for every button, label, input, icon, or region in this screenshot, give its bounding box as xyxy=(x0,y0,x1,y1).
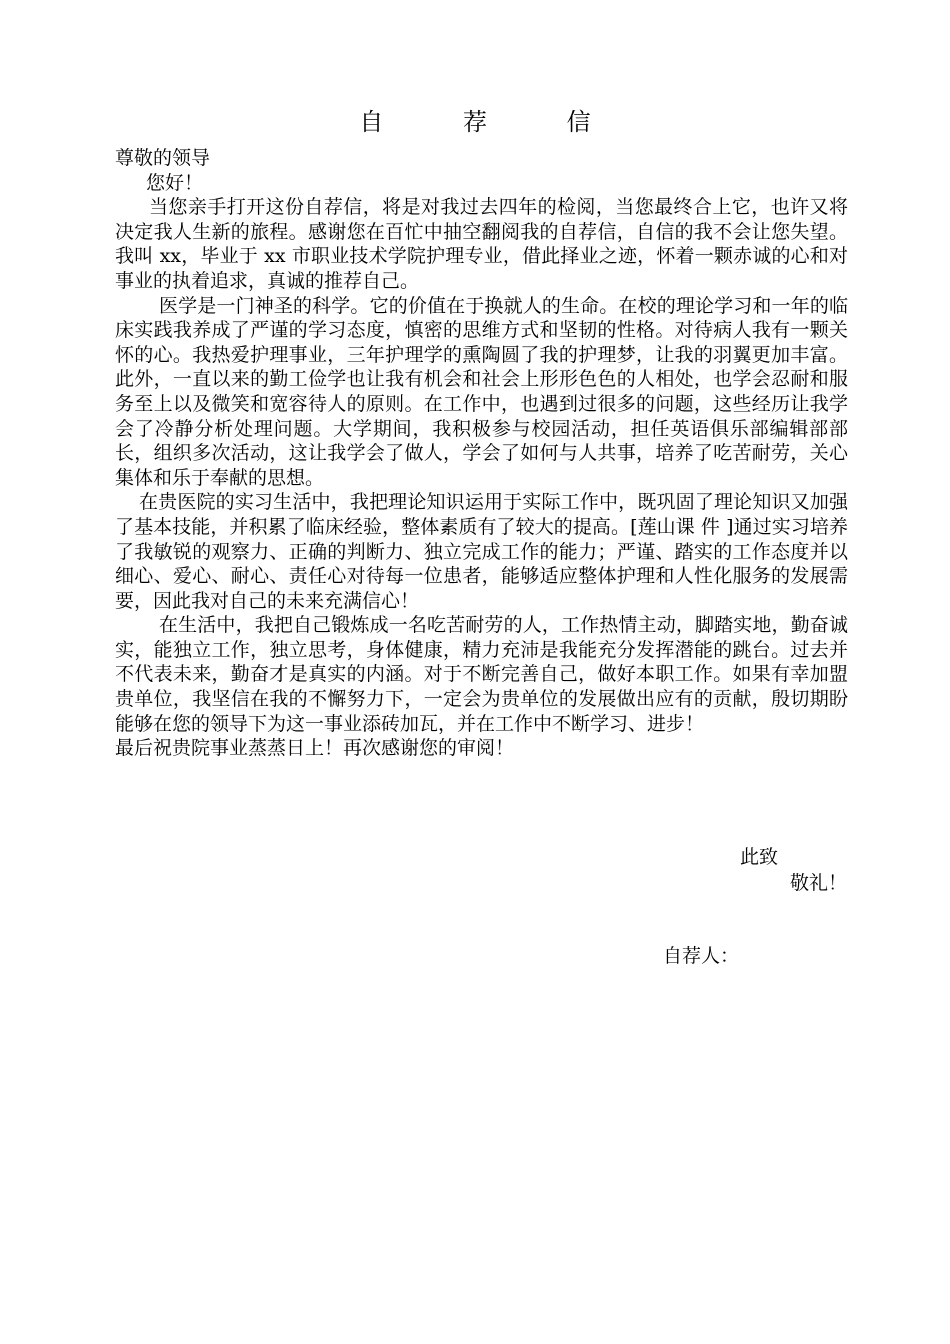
closing-wish: 最后祝贵院事业蒸蒸日上！再次感谢您的审阅！ xyxy=(115,737,515,760)
paragraph-life: 在生活中，我把自己锻炼成一名吃苦耐劳的人，工作热情主动，脚踏实地，勤奋诚实，能独立工作，独立思考，身体健康，精力充沛是我能充分发挥潜能的跳台。过去并不代表未来，勤奋才是真实的内涵。对于不断完善自己，做好本职工作。如果有幸加盟贵单位，我坚信在我的不懈努力下，一定会为贵单位的发展做出应有的贡献，殷切期盼能够在您的领导下为这一事业添砖加瓦，并在工作中不断学习、进步！ xyxy=(115,614,848,735)
closing-jingli: 敬礼！ xyxy=(790,872,848,894)
closing-cizhi: 此致 xyxy=(740,846,779,868)
greeting: 您好！ xyxy=(146,171,204,194)
paragraph-intro: 当您亲手打开这份自荐信，将是对我过去四年的检阅，当您最终合上它，也许又将决定我人生新的旅程。感谢您在百忙中抽空翻阅我的自荐信，自信的我不会让您失望。我叫 xx，毕业于 xx 市职业技术学院护理专业，借此择业之迹，怀着一颗赤诚的心和对事业的执着追求，真诚的推荐自己。 xyxy=(115,196,848,292)
paragraph-study: 医学是一门神圣的科学。它的价值在于换就人的生命。在校的理论学习和一年的临床实践我养成了严谨的学习态度，慎密的思维方式和坚韧的性格。对待病人我有一颗关怀的心。我热爱护理事业，三年护理学的熏陶圆了我的护理梦，让我的羽翼更加丰富。此外，一直以来的勤工俭学也让我有机会和社会上形形色色的人相处，也学会忍耐和服务至上以及微笑和宽容待人的原则。在工作中，也遇到过很多的问题，这些经历让我学会了冷静分析处理问题。大学期间，我积极参与校园活动，担任英语俱乐部编辑部部长，组织多次活动，这让我学会了做人，学会了如何与人共事，培养了吃苦耐劳，关心集体和乐于奉献的思想。 xyxy=(115,294,848,489)
letter-title: 自 荐 信 xyxy=(359,108,627,136)
salutation: 尊敬的领导 xyxy=(115,147,211,169)
paragraph-internship: 在贵医院的实习生活中，我把理论知识运用于实际工作中，既巩固了理论知识又加强了基本技能，并积累了临床经验，整体素质有了较大的提高。[莲山课 件 ]通过实习培养了我敏锐的观察力、正确的判断力、独立完成工作的能力；严谨、踏实的工作态度并以细心、爱心、耐心、责任心对待每一位患者，能够适应整体护理和人性化服务的发展需要，因此我对自己的未来充满信心！ xyxy=(115,491,848,612)
signer-label: 自荐人： xyxy=(663,945,740,967)
letter-body xyxy=(115,146,848,761)
